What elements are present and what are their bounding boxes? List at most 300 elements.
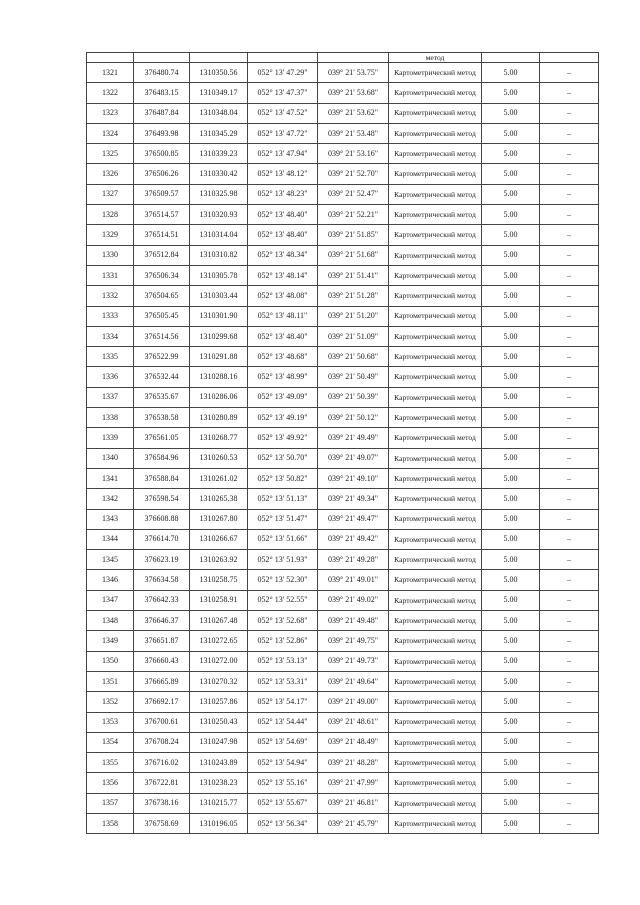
cell-point-number: 1326 xyxy=(87,164,134,184)
table-row xyxy=(87,590,599,610)
cell-error: 5.00 xyxy=(482,245,540,265)
cell-point-number: 1357 xyxy=(87,793,134,813)
cell-method: Картометрический метод xyxy=(389,671,482,691)
cell-note: – xyxy=(540,184,599,204)
table-row xyxy=(87,245,599,265)
cell-x-coordinate: 376480.74 xyxy=(134,63,190,83)
cell-error: 5.00 xyxy=(482,448,540,468)
cell-method: Картометрический метод xyxy=(389,123,482,143)
table-row xyxy=(87,570,599,590)
cell-x-coordinate: 376651.87 xyxy=(134,631,190,651)
cell-note: – xyxy=(540,813,599,833)
cell-note: – xyxy=(540,347,599,367)
cell-method: Картометрический метод xyxy=(389,651,482,671)
cell-x-coordinate: 376623.19 xyxy=(134,550,190,570)
cell-latitude: 052° 13' 54.94" xyxy=(248,753,318,773)
cell-error: 5.00 xyxy=(482,265,540,285)
cell-error: 5.00 xyxy=(482,367,540,387)
cell-error: 5.00 xyxy=(482,387,540,407)
cell-y-coordinate: 1310258.91 xyxy=(190,590,248,610)
cell-error: 5.00 xyxy=(482,205,540,225)
cell-error: 5.00 xyxy=(482,590,540,610)
cell-note: – xyxy=(540,590,599,610)
table-row xyxy=(87,387,599,407)
table-row xyxy=(87,651,599,671)
cell-error: 5.00 xyxy=(482,408,540,428)
cell-note: – xyxy=(540,793,599,813)
cell-error: 5.00 xyxy=(482,184,540,204)
cell-y-coordinate: 1310291.88 xyxy=(190,347,248,367)
cell-y-coordinate: 1310258.75 xyxy=(190,570,248,590)
cell-x-coordinate: 376614.70 xyxy=(134,529,190,549)
cell-y-coordinate: 1310301.90 xyxy=(190,306,248,326)
cell-y-coordinate: 1310250.43 xyxy=(190,712,248,732)
cell-note: – xyxy=(540,631,599,651)
cell-empty xyxy=(87,53,134,63)
cell-x-coordinate: 376722.81 xyxy=(134,773,190,793)
cell-x-coordinate: 376708.24 xyxy=(134,732,190,752)
cell-y-coordinate: 1310268.77 xyxy=(190,428,248,448)
cell-method: Картометрический метод xyxy=(389,550,482,570)
cell-error: 5.00 xyxy=(482,753,540,773)
cell-method: Картометрический метод xyxy=(389,83,482,103)
cell-point-number: 1335 xyxy=(87,347,134,367)
cell-note: – xyxy=(540,326,599,346)
cell-method: Картометрический метод xyxy=(389,712,482,732)
cell-longitude: 039° 21' 50.49" xyxy=(318,367,389,387)
cell-note: – xyxy=(540,144,599,164)
cell-point-number: 1321 xyxy=(87,63,134,83)
cell-y-coordinate: 1310280.89 xyxy=(190,408,248,428)
cell-longitude: 039° 21' 51.85" xyxy=(318,225,389,245)
cell-error: 5.00 xyxy=(482,570,540,590)
cell-y-coordinate: 1310263.92 xyxy=(190,550,248,570)
cell-latitude: 052° 13' 48.11" xyxy=(248,306,318,326)
cell-method: Картометрический метод xyxy=(389,326,482,346)
cell-note: – xyxy=(540,712,599,732)
cell-y-coordinate: 1310266.67 xyxy=(190,529,248,549)
cell-point-number: 1345 xyxy=(87,550,134,570)
cell-method: Картометрический метод xyxy=(389,631,482,651)
cell-latitude: 052° 13' 53.13" xyxy=(248,651,318,671)
cell-point-number: 1358 xyxy=(87,813,134,833)
cell-longitude: 039° 21' 45.79" xyxy=(318,813,389,833)
cell-y-coordinate: 1310196.05 xyxy=(190,813,248,833)
cell-method: Картометрический метод xyxy=(389,225,482,245)
cell-latitude: 052° 13' 48.08" xyxy=(248,286,318,306)
cell-latitude: 052° 13' 52.30" xyxy=(248,570,318,590)
cell-x-coordinate: 376532.44 xyxy=(134,367,190,387)
table-row xyxy=(87,144,599,164)
cell-x-coordinate: 376514.57 xyxy=(134,205,190,225)
cell-y-coordinate: 1310267.48 xyxy=(190,611,248,631)
cell-error: 5.00 xyxy=(482,550,540,570)
cell-y-coordinate: 1310348.04 xyxy=(190,103,248,123)
cell-method: Картометрический метод xyxy=(389,428,482,448)
table-row xyxy=(87,732,599,752)
cell-method: Картометрический метод xyxy=(389,347,482,367)
cell-point-number: 1350 xyxy=(87,651,134,671)
cell-note: – xyxy=(540,550,599,570)
cell-y-coordinate: 1310215.77 xyxy=(190,793,248,813)
table-row xyxy=(87,631,599,651)
cell-point-number: 1346 xyxy=(87,570,134,590)
cell-y-coordinate: 1310325.98 xyxy=(190,184,248,204)
cell-method: Картометрический метод xyxy=(389,184,482,204)
cell-latitude: 052° 13' 52.86" xyxy=(248,631,318,651)
cell-latitude: 052° 13' 49.09" xyxy=(248,387,318,407)
cell-latitude: 052° 13' 55.67" xyxy=(248,793,318,813)
cell-longitude: 039° 21' 48.28" xyxy=(318,753,389,773)
table-row xyxy=(87,813,599,833)
cell-method: Картометрический метод xyxy=(389,590,482,610)
table-row xyxy=(87,103,599,123)
cell-x-coordinate: 376642.33 xyxy=(134,590,190,610)
cell-note: – xyxy=(540,773,599,793)
cell-x-coordinate: 376584.96 xyxy=(134,448,190,468)
cell-latitude: 052° 13' 54.44" xyxy=(248,712,318,732)
cell-point-number: 1323 xyxy=(87,103,134,123)
cell-longitude: 039° 21' 51.28" xyxy=(318,286,389,306)
cell-note: – xyxy=(540,509,599,529)
cell-latitude: 052° 13' 56.34" xyxy=(248,813,318,833)
cell-note: – xyxy=(540,651,599,671)
table-row xyxy=(87,793,599,813)
cell-note: – xyxy=(540,63,599,83)
cell-x-coordinate: 376588.84 xyxy=(134,468,190,488)
cell-note: – xyxy=(540,103,599,123)
cell-point-number: 1325 xyxy=(87,144,134,164)
cell-longitude: 039° 21' 51.41" xyxy=(318,265,389,285)
cell-method: Картометрический метод xyxy=(389,306,482,326)
cell-latitude: 052° 13' 47.52" xyxy=(248,103,318,123)
cell-longitude: 039° 21' 51.68" xyxy=(318,245,389,265)
cell-error: 5.00 xyxy=(482,326,540,346)
cell-y-coordinate: 1310267.80 xyxy=(190,509,248,529)
cell-method: Картометрический метод xyxy=(389,103,482,123)
cell-x-coordinate: 376535.67 xyxy=(134,387,190,407)
cell-longitude: 039° 21' 53.16" xyxy=(318,144,389,164)
cell-method: Картометрический метод xyxy=(389,753,482,773)
cell-latitude: 052° 13' 50.70" xyxy=(248,448,318,468)
cell-longitude: 039° 21' 52.47" xyxy=(318,184,389,204)
cell-error: 5.00 xyxy=(482,671,540,691)
cell-method: Картометрический метод xyxy=(389,367,482,387)
cell-latitude: 052° 13' 48.40" xyxy=(248,205,318,225)
cell-method: Картометрический метод xyxy=(389,468,482,488)
cell-note: – xyxy=(540,692,599,712)
cell-y-coordinate: 1310303.44 xyxy=(190,286,248,306)
cell-note: – xyxy=(540,286,599,306)
cell-error: 5.00 xyxy=(482,83,540,103)
cell-longitude: 039° 21' 52.21" xyxy=(318,205,389,225)
cell-y-coordinate: 1310350.56 xyxy=(190,63,248,83)
cell-longitude: 039° 21' 49.73" xyxy=(318,651,389,671)
table-row xyxy=(87,712,599,732)
cell-y-coordinate: 1310310.82 xyxy=(190,245,248,265)
cell-x-coordinate: 376692.17 xyxy=(134,692,190,712)
cell-y-coordinate: 1310270.32 xyxy=(190,671,248,691)
cell-longitude: 039° 21' 49.47" xyxy=(318,509,389,529)
cell-note: – xyxy=(540,245,599,265)
cell-latitude: 052° 13' 48.14" xyxy=(248,265,318,285)
cell-y-coordinate: 1310238.23 xyxy=(190,773,248,793)
cell-point-number: 1327 xyxy=(87,184,134,204)
cell-error: 5.00 xyxy=(482,793,540,813)
cell-longitude: 039° 21' 50.39" xyxy=(318,387,389,407)
cell-error: 5.00 xyxy=(482,103,540,123)
cell-note: – xyxy=(540,367,599,387)
cell-x-coordinate: 376500.85 xyxy=(134,144,190,164)
cell-longitude: 039° 21' 49.64" xyxy=(318,671,389,691)
cell-note: – xyxy=(540,225,599,245)
cell-x-coordinate: 376505.45 xyxy=(134,306,190,326)
cell-latitude: 052° 13' 49.92" xyxy=(248,428,318,448)
cell-point-number: 1337 xyxy=(87,387,134,407)
cell-method: Картометрический метод xyxy=(389,570,482,590)
cell-point-number: 1340 xyxy=(87,448,134,468)
cell-point-number: 1333 xyxy=(87,306,134,326)
cell-latitude: 052° 13' 51.13" xyxy=(248,489,318,509)
cell-empty xyxy=(190,53,248,63)
method-tail-text: метод xyxy=(425,52,445,62)
cell-longitude: 039° 21' 50.12" xyxy=(318,408,389,428)
cell-point-number: 1348 xyxy=(87,611,134,631)
cell-point-number: 1354 xyxy=(87,732,134,752)
cell-longitude: 039° 21' 49.48" xyxy=(318,611,389,631)
table-row xyxy=(87,265,599,285)
cell-point-number: 1322 xyxy=(87,83,134,103)
table-row xyxy=(87,509,599,529)
cell-point-number: 1336 xyxy=(87,367,134,387)
cell-error: 5.00 xyxy=(482,712,540,732)
cell-method: Картометрический метод xyxy=(389,63,482,83)
cell-note: – xyxy=(540,265,599,285)
cell-latitude: 052° 13' 47.29" xyxy=(248,63,318,83)
cell-method: Картометрический метод xyxy=(389,448,482,468)
cell-note: – xyxy=(540,306,599,326)
cell-y-coordinate: 1310286.06 xyxy=(190,387,248,407)
cell-x-coordinate: 376561.05 xyxy=(134,428,190,448)
cell-error: 5.00 xyxy=(482,63,540,83)
cell-x-coordinate: 376522.99 xyxy=(134,347,190,367)
cell-method: Картометрический метод xyxy=(389,286,482,306)
cell-point-number: 1352 xyxy=(87,692,134,712)
cell-y-coordinate: 1310314.04 xyxy=(190,225,248,245)
cell-point-number: 1343 xyxy=(87,509,134,529)
cell-x-coordinate: 376506.26 xyxy=(134,164,190,184)
cell-latitude: 052° 13' 50.82" xyxy=(248,468,318,488)
cell-point-number: 1339 xyxy=(87,428,134,448)
cell-y-coordinate: 1310345.29 xyxy=(190,123,248,143)
cell-method: Картометрический метод xyxy=(389,387,482,407)
cell-error: 5.00 xyxy=(482,611,540,631)
cell-x-coordinate: 376634.58 xyxy=(134,570,190,590)
cell-longitude: 039° 21' 49.00" xyxy=(318,692,389,712)
cell-point-number: 1347 xyxy=(87,590,134,610)
cell-longitude: 039° 21' 51.20" xyxy=(318,306,389,326)
cell-longitude: 039° 21' 49.34" xyxy=(318,489,389,509)
cell-x-coordinate: 376514.51 xyxy=(134,225,190,245)
cell-y-coordinate: 1310265.38 xyxy=(190,489,248,509)
cell-point-number: 1334 xyxy=(87,326,134,346)
cell-error: 5.00 xyxy=(482,651,540,671)
cell-y-coordinate: 1310299.68 xyxy=(190,326,248,346)
cell-longitude: 039° 21' 49.10" xyxy=(318,468,389,488)
cell-longitude: 039° 21' 49.42" xyxy=(318,529,389,549)
cell-note: – xyxy=(540,671,599,691)
cell-error: 5.00 xyxy=(482,509,540,529)
cell-x-coordinate: 376738.16 xyxy=(134,793,190,813)
cell-y-coordinate: 1310247.98 xyxy=(190,732,248,752)
cell-note: – xyxy=(540,123,599,143)
cell-latitude: 052° 13' 54.17" xyxy=(248,692,318,712)
cell-note: – xyxy=(540,448,599,468)
cell-longitude: 039° 21' 51.09" xyxy=(318,326,389,346)
cell-error: 5.00 xyxy=(482,732,540,752)
cell-point-number: 1330 xyxy=(87,245,134,265)
cell-point-number: 1351 xyxy=(87,671,134,691)
table-row xyxy=(87,367,599,387)
cell-point-number: 1349 xyxy=(87,631,134,651)
cell-longitude: 039° 21' 49.01" xyxy=(318,570,389,590)
cell-method-tail xyxy=(389,53,482,63)
cell-y-coordinate: 1310272.00 xyxy=(190,651,248,671)
cell-x-coordinate: 376504.65 xyxy=(134,286,190,306)
cell-method: Картометрический метод xyxy=(389,408,482,428)
cell-note: – xyxy=(540,83,599,103)
cell-method: Картометрический метод xyxy=(389,692,482,712)
table-row xyxy=(87,123,599,143)
cell-latitude: 052° 13' 51.47" xyxy=(248,509,318,529)
cell-point-number: 1353 xyxy=(87,712,134,732)
cell-x-coordinate: 376509.57 xyxy=(134,184,190,204)
cell-y-coordinate: 1310305.78 xyxy=(190,265,248,285)
cell-error: 5.00 xyxy=(482,347,540,367)
cell-longitude: 039° 21' 46.81" xyxy=(318,793,389,813)
table-row xyxy=(87,468,599,488)
cell-x-coordinate: 376483.15 xyxy=(134,83,190,103)
cell-point-number: 1332 xyxy=(87,286,134,306)
cell-y-coordinate: 1310243.89 xyxy=(190,753,248,773)
cell-longitude: 039° 21' 49.07" xyxy=(318,448,389,468)
table-body xyxy=(87,53,599,834)
cell-error: 5.00 xyxy=(482,286,540,306)
cell-point-number: 1338 xyxy=(87,408,134,428)
cell-latitude: 052° 13' 47.94" xyxy=(248,144,318,164)
cell-point-number: 1341 xyxy=(87,468,134,488)
table-row xyxy=(87,164,599,184)
cell-longitude: 039° 21' 53.75" xyxy=(318,63,389,83)
cell-longitude: 039° 21' 48.61" xyxy=(318,712,389,732)
cell-x-coordinate: 376660.43 xyxy=(134,651,190,671)
cell-error: 5.00 xyxy=(482,631,540,651)
cell-x-coordinate: 376538.58 xyxy=(134,408,190,428)
table-row xyxy=(87,529,599,549)
cell-method: Картометрический метод xyxy=(389,144,482,164)
cell-latitude: 052° 13' 54.69" xyxy=(248,732,318,752)
cell-method: Картометрический метод xyxy=(389,793,482,813)
cell-method: Картометрический метод xyxy=(389,732,482,752)
cell-point-number: 1331 xyxy=(87,265,134,285)
cell-method: Картометрический метод xyxy=(389,245,482,265)
cell-y-coordinate: 1310272.65 xyxy=(190,631,248,651)
cell-method: Картометрический метод xyxy=(389,813,482,833)
cell-latitude: 052° 13' 51.66" xyxy=(248,529,318,549)
table-row xyxy=(87,753,599,773)
cell-latitude: 052° 13' 48.40" xyxy=(248,225,318,245)
cell-note: – xyxy=(540,529,599,549)
cell-longitude: 039° 21' 53.62" xyxy=(318,103,389,123)
cell-y-coordinate: 1310257.86 xyxy=(190,692,248,712)
cell-empty xyxy=(134,53,190,63)
cell-method: Картометрический метод xyxy=(389,611,482,631)
table-row xyxy=(87,205,599,225)
cell-y-coordinate: 1310330.42 xyxy=(190,164,248,184)
continuation-row xyxy=(87,53,599,63)
cell-latitude: 052° 13' 47.72" xyxy=(248,123,318,143)
table-row xyxy=(87,408,599,428)
cell-point-number: 1356 xyxy=(87,773,134,793)
table-row xyxy=(87,428,599,448)
cell-latitude: 052° 13' 48.34" xyxy=(248,245,318,265)
cell-error: 5.00 xyxy=(482,144,540,164)
table-row xyxy=(87,347,599,367)
cell-empty xyxy=(540,53,599,63)
cell-x-coordinate: 376758.69 xyxy=(134,813,190,833)
cell-x-coordinate: 376493.98 xyxy=(134,123,190,143)
cell-x-coordinate: 376608.88 xyxy=(134,509,190,529)
cell-y-coordinate: 1310349.17 xyxy=(190,83,248,103)
table-row xyxy=(87,671,599,691)
table-row xyxy=(87,83,599,103)
cell-note: – xyxy=(540,468,599,488)
cell-x-coordinate: 376646.37 xyxy=(134,611,190,631)
cell-point-number: 1324 xyxy=(87,123,134,143)
cell-note: – xyxy=(540,570,599,590)
cell-empty xyxy=(318,53,389,63)
table-row xyxy=(87,225,599,245)
cell-error: 5.00 xyxy=(482,225,540,245)
cell-error: 5.00 xyxy=(482,164,540,184)
cell-error: 5.00 xyxy=(482,813,540,833)
cell-x-coordinate: 376598.54 xyxy=(134,489,190,509)
cell-x-coordinate: 376665.89 xyxy=(134,671,190,691)
cell-method: Картометрический метод xyxy=(389,164,482,184)
cell-latitude: 052° 13' 48.99" xyxy=(248,367,318,387)
cell-latitude: 052° 13' 55.16" xyxy=(248,773,318,793)
cell-y-coordinate: 1310288.16 xyxy=(190,367,248,387)
cell-x-coordinate: 376716.02 xyxy=(134,753,190,773)
cell-longitude: 039° 21' 53.68" xyxy=(318,83,389,103)
cell-y-coordinate: 1310320.93 xyxy=(190,205,248,225)
cell-point-number: 1342 xyxy=(87,489,134,509)
cell-latitude: 052° 13' 48.68" xyxy=(248,347,318,367)
cell-latitude: 052° 13' 48.12" xyxy=(248,164,318,184)
cell-note: – xyxy=(540,387,599,407)
cell-x-coordinate: 376514.56 xyxy=(134,326,190,346)
table-row xyxy=(87,550,599,570)
cell-note: – xyxy=(540,408,599,428)
cell-x-coordinate: 376487.84 xyxy=(134,103,190,123)
cell-latitude: 052° 13' 52.55" xyxy=(248,590,318,610)
cell-empty xyxy=(482,53,540,63)
table-row xyxy=(87,489,599,509)
table-row xyxy=(87,184,599,204)
cell-latitude: 052° 13' 49.19" xyxy=(248,408,318,428)
table-row xyxy=(87,448,599,468)
cell-method: Картометрический метод xyxy=(389,529,482,549)
